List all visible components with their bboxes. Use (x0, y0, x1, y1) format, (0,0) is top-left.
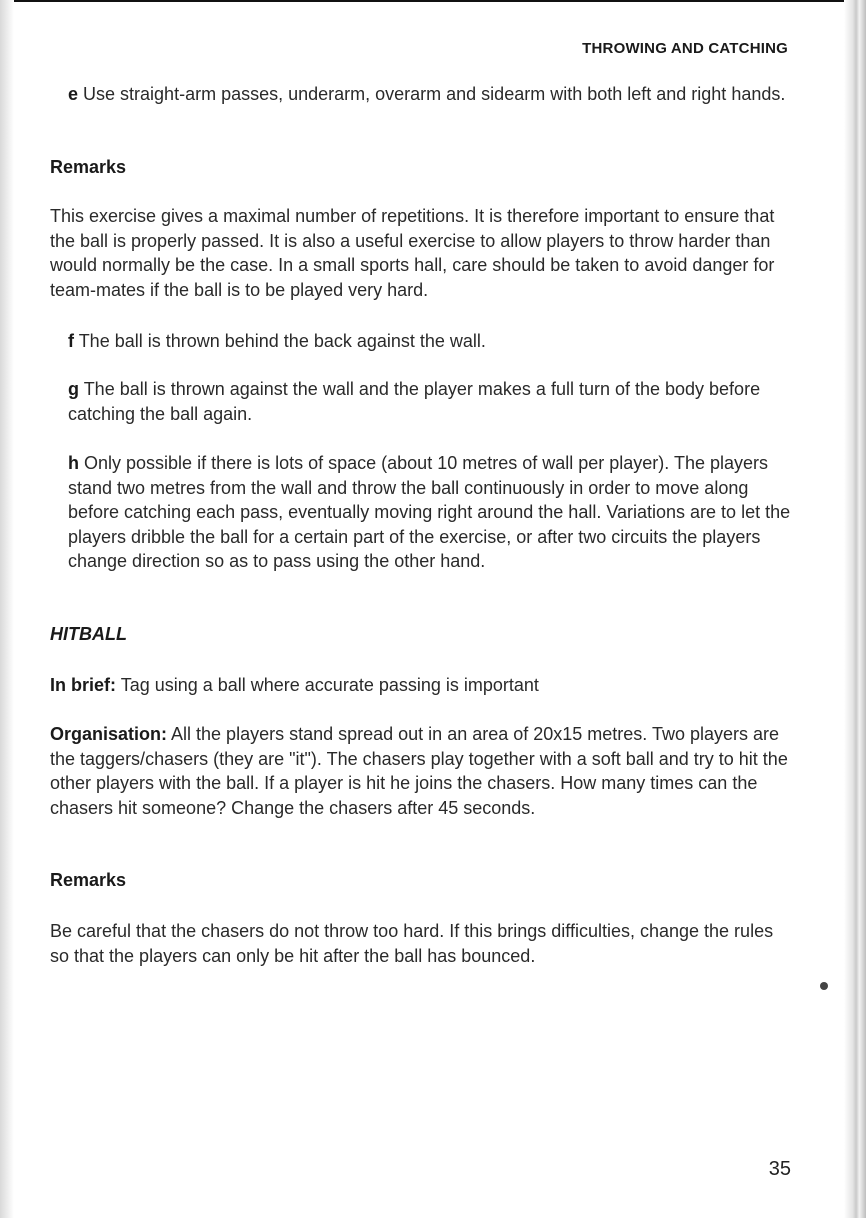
item-text: The ball is thrown behind the back against the wall. (78, 331, 486, 351)
ink-speck (820, 982, 828, 990)
item-e (68, 82, 792, 107)
section-title: HITBALL (50, 624, 127, 644)
item-g (68, 377, 792, 426)
item-letter: f (68, 331, 74, 351)
remarks-heading: Remarks (50, 157, 127, 177)
top-rule (0, 0, 866, 2)
remarks-paragraph: Be careful that the chasers do not throw too hard. If this brings difficulties, change the rules so that the players can only be hit after the ball has bounced. (50, 921, 774, 966)
in-brief-text: Tag using a ball where accurate passing is important (120, 675, 539, 695)
item-text: The ball is thrown against the wall and the player makes a full turn of the body before catching the ball again. (68, 379, 761, 424)
running-head: THROWING AND CATCHING (582, 40, 788, 57)
item-f (68, 329, 792, 354)
organisation (50, 722, 792, 820)
organisation-text: All the players stand spread out in an area of 20x15 metres. Two players are the taggers/chasers (they are "it"). The chasers play together with a soft ball and try to hit the other players with the ball. If a player is hit he joins the chasers. How many times can the chasers hit someone? Change the chasers after 45 seconds. (50, 724, 788, 818)
item-letter: h (68, 453, 79, 473)
page-edge (844, 0, 866, 1218)
item-text: Only possible if there is lots of space (about 10 metres of wall per player). The players stand two metres from the wall and throw the ball continuously in order to move along before catching each pass, eventually moving right around the hall. Variations are to let the players dribble the ball for a certain part of the exercise, or after two circuits the players change direction so as to pass using the other hand. (68, 453, 791, 572)
page-gutter-shadow (0, 0, 14, 1218)
page-number: 35 (768, 1158, 791, 1180)
organisation-label: Organisation: (50, 724, 168, 744)
remarks-heading: Remarks (50, 870, 127, 890)
in-brief (50, 673, 792, 698)
item-letter: e (68, 84, 79, 104)
item-h (68, 451, 792, 574)
item-letter: g (68, 379, 79, 399)
item-text: Use straight-arm passes, underarm, overarm and sidearm with both left and right hands. (83, 84, 786, 104)
remarks-paragraph: This exercise gives a maximal number of repetitions. It is therefore important to ensure that the ball is properly passed. It is also a useful exercise to allow players to throw harder than would normally be the case. In a small sports hall, care should be taken to avoid danger for team-mates if the ball is to be played very hard. (50, 206, 775, 300)
in-brief-label: In brief: (50, 675, 116, 695)
